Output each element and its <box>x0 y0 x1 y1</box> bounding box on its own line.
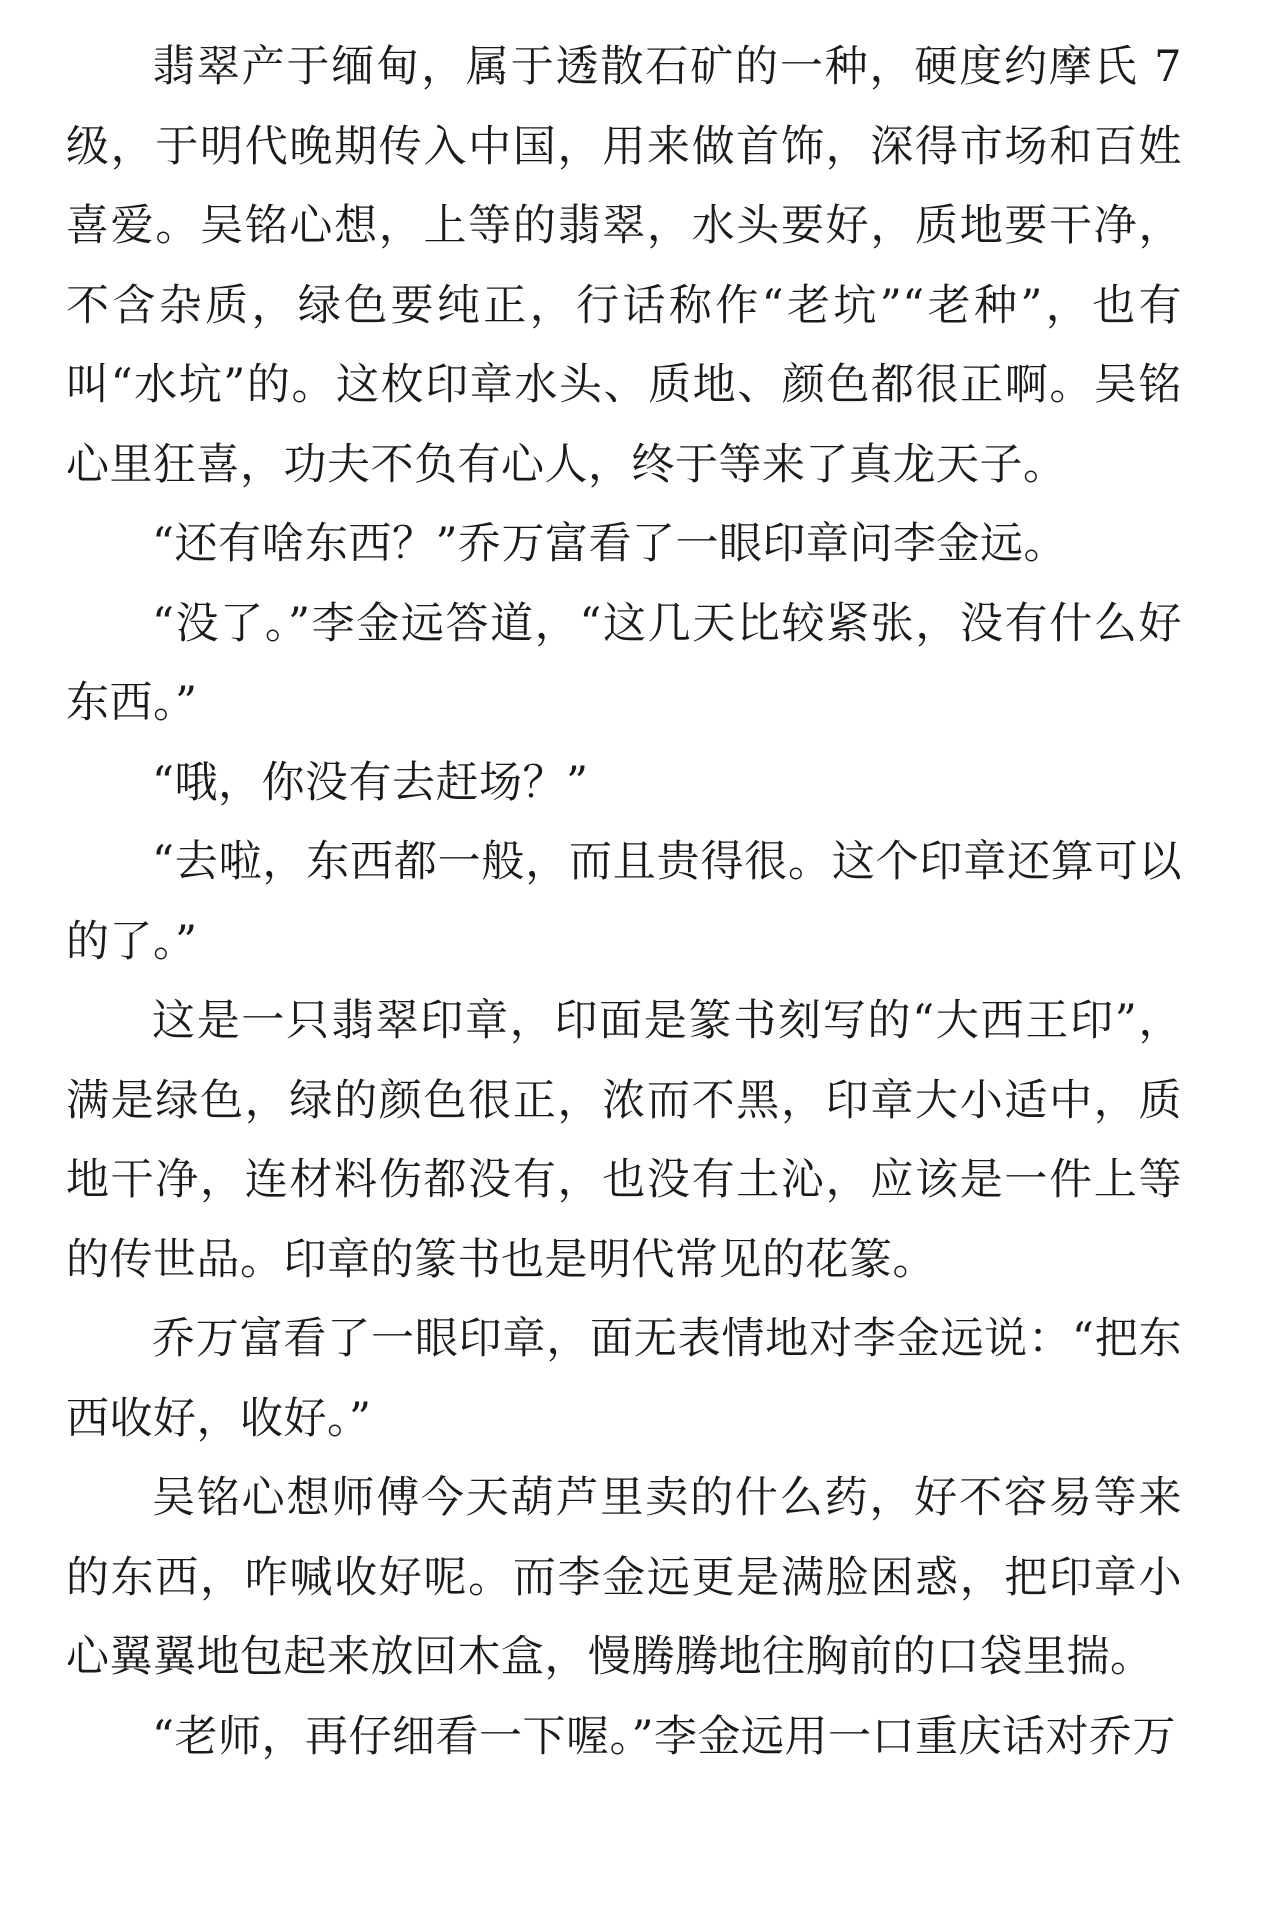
paragraph-3: “没了。”李金远答道，“这几天比较紧张，没有什么好东西。” <box>66 598 1182 728</box>
paragraph-8: 吴铭心想师傅今天葫芦里卖的什么药，好不容易等来的东西，咋喊收好呢。而李金远更是满脸困惑，把印章小心翼翼地包起来放回木盒，慢腾腾地往胸前的口袋里揣。 <box>66 1473 1182 1682</box>
body-text <box>66 28 1182 1777</box>
paragraph-5: “去啦，东西都一般，而且贵得很。这个印章还算可以的了。” <box>66 837 1182 967</box>
paragraph-1: 翡翠产于缅甸，属于透散石矿的一种，硬度约摩氏 7 级，于明代晚期传入中国，用来做首饰，深得市场和百姓喜爱。吴铭心想，上等的翡翠，水头要好，质地要干净，不含杂质，绿色要纯正，行话称作“老坑”“老种”，也有叫“水坑”的。这枚印章水头、质地、颜色都很正啊。吴铭心里狂喜，功夫不负有心人，终于等来了真龙天子。 <box>66 42 1182 490</box>
paragraph-7: 乔万富看了一眼印章，面无表情地对李金远说：“把东西收好，收好。” <box>66 1314 1182 1444</box>
paragraph-6: 这是一只翡翠印章，印面是篆书刻写的“大西王印”，满是绿色，绿的颜色很正，浓而不黑，印章大小适中，质地干净，连材料伤都没有，也没有土沁，应该是一件上等的传世品。印章的篆书也是明代常见的花篆。 <box>66 996 1182 1285</box>
paragraph-2: “还有啥东西？”乔万富看了一眼印章问李金远。 <box>152 519 1067 569</box>
paragraph-9: “老师，再仔细看一下喔。”李金远用一口重庆话对乔万 <box>152 1711 1176 1762</box>
paragraph-4: “哦，你没有去赶场？” <box>152 757 589 808</box>
